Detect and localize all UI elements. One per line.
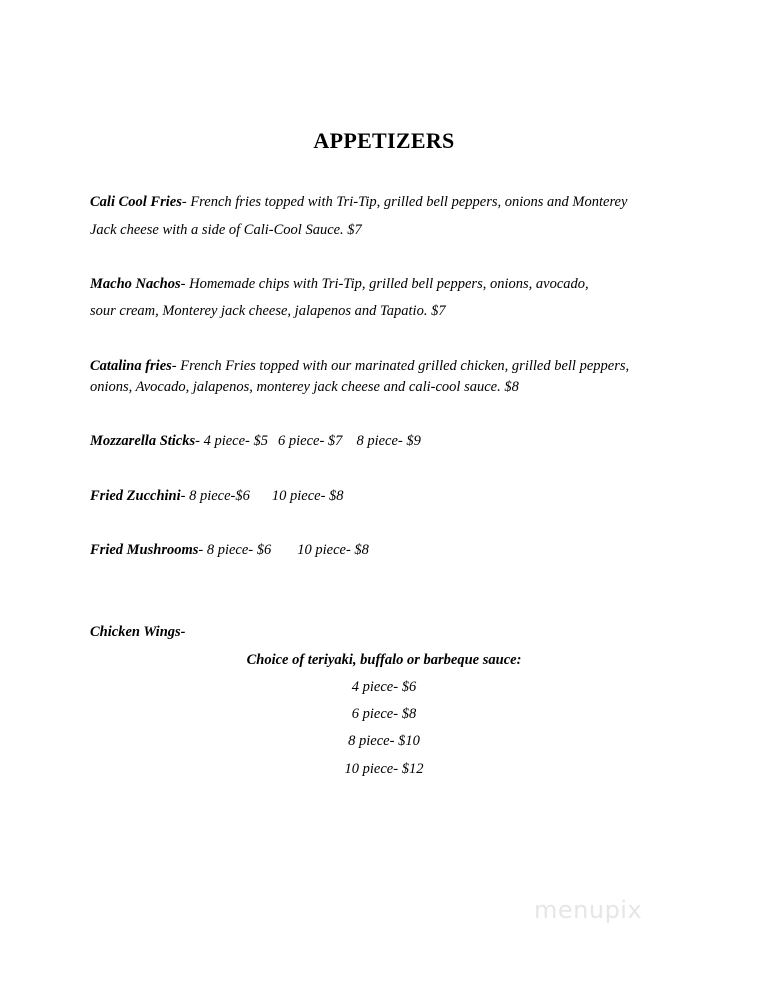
item-option: 8 piece- $9 [356, 433, 421, 449]
item-description: - Homemade chips with Tri-Tip, grilled bell peppers, onions, avocado, [180, 276, 589, 292]
menu-item-macho-nachos [90, 276, 589, 293]
watermark-logo: menupix [534, 896, 643, 924]
item-name: Fried Mushrooms [90, 542, 199, 558]
item-name: Macho Nachos [90, 276, 181, 292]
item-name: Fried Zucchini [90, 488, 181, 504]
wings-price-option: 10 piece- $12 [344, 761, 424, 777]
item-option: - 8 piece-$6 [180, 488, 250, 504]
item-description-continued: Jack cheese with a side of Cali-Cool Sauce. $7 [90, 222, 362, 238]
wings-price-option: 8 piece- $10 [348, 733, 420, 749]
item-name: Catalina fries [90, 358, 172, 374]
page-title: APPETIZERS [313, 128, 455, 153]
menu-item-mozzarella-sticks [90, 433, 421, 450]
item-option: 6 piece- $7 [278, 433, 343, 449]
wings-sauce-choice: Choice of teriyaki, buffalo or barbeque sauce: [246, 652, 522, 668]
item-description-continued: sour cream, Monterey jack cheese, jalapenos and Tapatio. $7 [90, 303, 446, 319]
item-name: Mozzarella Sticks [90, 433, 196, 449]
item-option: - 8 piece- $6 [198, 542, 272, 558]
item-name: Chicken Wings- [90, 624, 186, 640]
menu-item-cali-cool-fries [90, 194, 627, 211]
item-description: - French fries topped with Tri-Tip, grilled bell peppers, onions and Monterey [181, 194, 628, 210]
item-option: 10 piece- $8 [271, 488, 344, 504]
item-description: - French Fries topped with our marinated grilled chicken, grilled bell peppers, [171, 358, 630, 374]
menu-item-fried-mushrooms [90, 542, 369, 559]
wings-price-option: 4 piece- $6 [351, 679, 417, 695]
wings-price-option: 6 piece- $8 [351, 706, 417, 722]
menu-item-fried-zucchini [90, 488, 344, 505]
menu-item-catalina-fries [90, 358, 629, 375]
item-option: - 4 piece- $5 [195, 433, 269, 449]
item-option: 10 piece- $8 [297, 542, 369, 558]
menu-item-chicken-wings [90, 624, 185, 641]
item-name: Cali Cool Fries [90, 194, 182, 210]
item-description-continued: onions, Avocado, jalapenos, monterey jack cheese and cali-cool sauce. $8 [90, 379, 519, 395]
